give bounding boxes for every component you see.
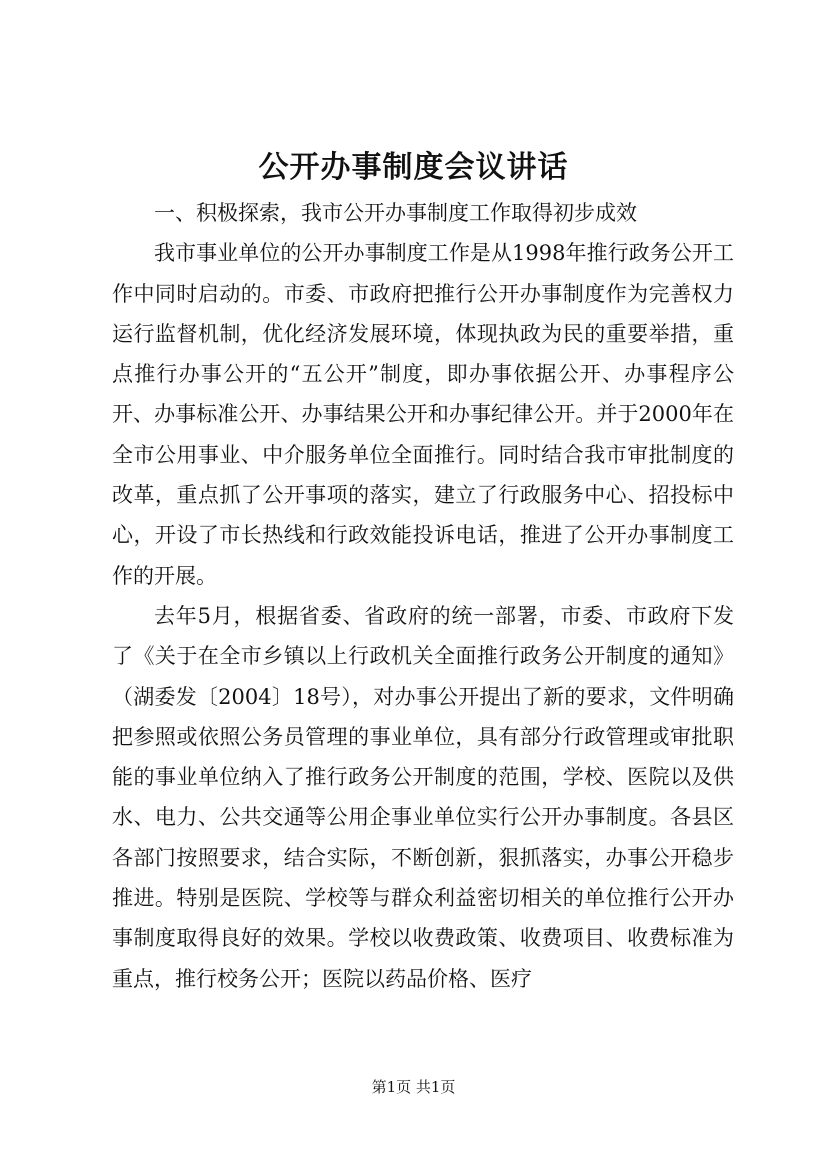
section-heading: 一、积极探索，我市公开办事制度工作取得初步成效: [154, 201, 637, 225]
paragraph: 我市事业单位的公开办事制度工作是从1998年推行政务公开工作中同时启动的。市委、市政府把推行公开办事制度作为完善权力运行监督机制，优化经济发展环境，体现执政为民的重要举措，重点推行办事公开的“五公开”制度，即办事依据公开、办事程序公开、办事标准公开、办事结果公开和办事纪律公开。并于2000年在全市公用事业、中介服务单位全面推行。同时结合我市审批制度的改革，重点抓了公开事项的落实，建立了行政服务中心、招投标中心，开设了市长热线和行政效能投诉电话，推进了公开办事制度工作的开展。: [112, 241, 734, 588]
paragraph: 去年5月，根据省委、省政府的统一部署，市委、市政府下发了《关于在全市乡镇以上行政机关全面推行政务公开制度的通知》（湖委发〔2004〕18号），对办事公开提出了新的要求，文件明确把参照或依照公务员管理的事业单位，具有部分行政管理或审批职能的事业单位纳入了推行政务公开制度的范围，学校、医院以及供水、电力、公共交通等公用企事业单位实行公开办事制度。各县区各部门按照要求，结合实际，不断创新，狠抓落实，办事公开稳步推进。特别是医院、学校等与群众利益密切相关的单位推行公开办事制度取得良好的效果。学校以收费政策、收费项目、收费标准为重点，推行校务公开；医院以药品价格、医疗: [112, 603, 734, 991]
document-title: 公开办事制度会议讲话: [258, 150, 569, 185]
document-body: [112, 193, 734, 999]
page-footer: 第1页 共1页: [371, 1078, 456, 1096]
